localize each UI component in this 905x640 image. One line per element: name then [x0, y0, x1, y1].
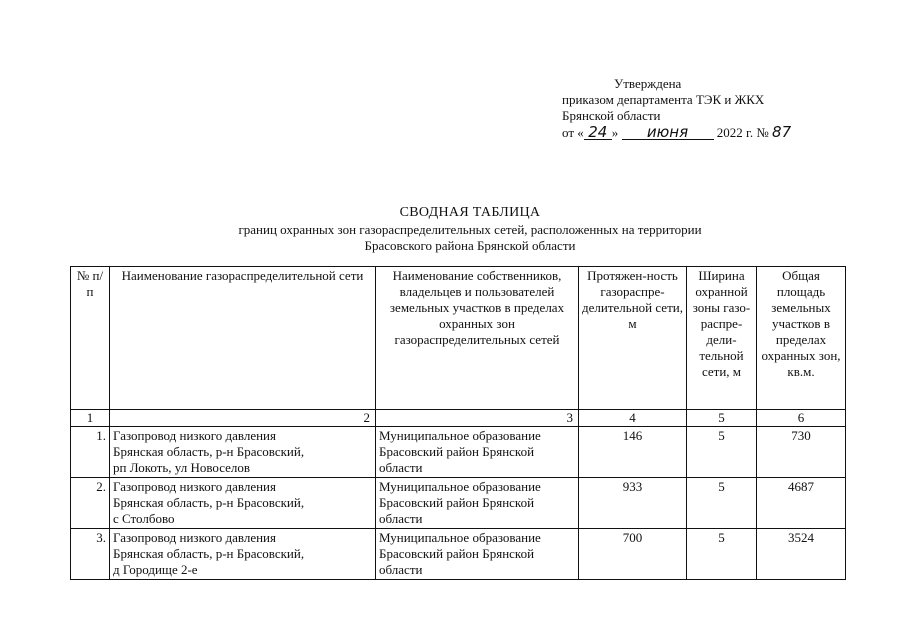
- network-name-cell: [110, 529, 376, 580]
- table-row: [71, 427, 846, 478]
- owner-line: Брасовский район Брянской: [379, 444, 535, 459]
- column-number: 6: [757, 410, 846, 427]
- owner-line: области: [379, 562, 423, 577]
- title-main: СВОДНАЯ ТАБЛИЦА: [399, 205, 541, 220]
- network-type: Газопровод низкого давления: [113, 479, 276, 494]
- owner-line: Муниципальное образование: [379, 479, 541, 494]
- owner-line: Брасовский район Брянской: [379, 495, 535, 510]
- approval-block: [562, 76, 862, 140]
- network-locality: д Городище 2-е: [113, 562, 198, 577]
- row-number: 2.: [71, 478, 110, 529]
- approval-date-line: [562, 124, 862, 140]
- column-number-row: [71, 410, 846, 427]
- date-prefix: от «: [562, 125, 584, 140]
- title-subtitle: границ охранных зон газораспределительных сетей, расположенных на территории: [238, 222, 702, 237]
- row-number: 3.: [71, 529, 110, 580]
- handwritten-day: 24: [584, 126, 612, 140]
- summary-table: [70, 266, 846, 580]
- row-number: 1.: [71, 427, 110, 478]
- column-number: 3: [376, 410, 579, 427]
- date-mid: »: [611, 125, 619, 140]
- owner-cell: [376, 529, 579, 580]
- header-number: № п/п: [71, 267, 110, 410]
- number-prefix: №: [756, 125, 769, 140]
- table-row: [71, 478, 846, 529]
- owner-line: Муниципальное образование: [379, 530, 541, 545]
- network-name-cell: [110, 478, 376, 529]
- column-number: 2: [110, 410, 376, 427]
- approval-region: Брянской области: [562, 108, 661, 123]
- width-cell: 5: [687, 478, 757, 529]
- network-locality: рп Локоть, ул Новоселов: [113, 460, 251, 475]
- network-locality: с Столбово: [113, 511, 175, 526]
- table-header-row: [71, 267, 846, 410]
- length-cell: 933: [579, 478, 687, 529]
- header-zone-width: Ширина охранной зоны газо-распре-дели-тельной сети, м: [687, 267, 757, 410]
- owner-line: Брасовский район Брянской: [379, 546, 535, 561]
- width-cell: 5: [687, 427, 757, 478]
- owner-cell: [376, 427, 579, 478]
- header-length: Протяжен-ность газораспре-делительной сети, м: [579, 267, 687, 410]
- network-region: Брянская область, р-н Брасовский,: [113, 546, 305, 561]
- header-network-name: Наименование газораспределительной сети: [110, 267, 376, 410]
- network-region: Брянская область, р-н Брасовский,: [113, 495, 305, 510]
- length-cell: 146: [579, 427, 687, 478]
- column-number: 1: [71, 410, 110, 427]
- network-region: Брянская область, р-н Брасовский,: [113, 444, 305, 459]
- network-type: Газопровод низкого давления: [113, 428, 276, 443]
- date-year: 2022 г.: [716, 125, 754, 140]
- header-area: Общая площадь земельных участков в пределах охранных зон, кв.м.: [757, 267, 846, 410]
- owner-line: Муниципальное образование: [379, 428, 541, 443]
- owner-cell: [376, 478, 579, 529]
- handwritten-month: июня: [622, 126, 714, 140]
- area-cell: 3524: [757, 529, 846, 580]
- network-name-cell: [110, 427, 376, 478]
- approval-order: приказом департамента ТЭК и ЖКХ: [562, 92, 765, 107]
- handwritten-number: 87: [772, 123, 792, 141]
- approval-title: Утверждена: [614, 76, 682, 91]
- area-cell: 730: [757, 427, 846, 478]
- area-cell: 4687: [757, 478, 846, 529]
- header-owners: Наименование собственников, владельцев и пользователей земельных участков в пределах охранных зон газораспределительных сетей: [376, 267, 579, 410]
- title-region: Брасовского района Брянской области: [364, 238, 576, 253]
- length-cell: 700: [579, 529, 687, 580]
- owner-line: области: [379, 460, 423, 475]
- document-title: [100, 205, 840, 254]
- table-row: [71, 529, 846, 580]
- owner-line: области: [379, 511, 423, 526]
- width-cell: 5: [687, 529, 757, 580]
- column-number: 4: [579, 410, 687, 427]
- column-number: 5: [687, 410, 757, 427]
- network-type: Газопровод низкого давления: [113, 530, 276, 545]
